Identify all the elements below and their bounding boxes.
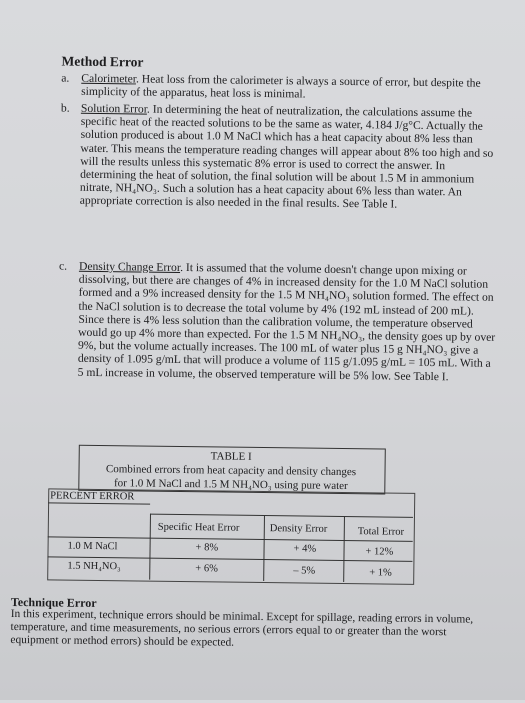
table-cell: + 8% (195, 542, 219, 554)
item-body: . It is assumed that the volume doesn't change upon mixing or dissolving, but there are changes of 4% in increased density for the 1.0 M NaCl solution formed and a 9% increased density for the 1.5 M NH₄NO₃ solution formed. The effect on the NaCl solution is to decrease the total volume by 4% (192 mL instead of 200 mL). Since there is 4% less solution than the calibration volume, the temperature observed would go up 4% more than expected. For the 1.5 M NH₄NO₃, the density goes up by over 9%, but the volume actually increases. The 100 mL of water plus 15 g NH₄NO₃ give a density of 1.095 g/mL that will produce a volume of 115 g/1.095 g/mL = 105 mL. With a 5 mL increase in volume, the observed temperature will be 5% low. See Table I. (77, 260, 496, 383)
item-text (81, 72, 501, 104)
table-caption-line2: for 1.0 M NaCl and 1.5 M NH₄NO₃ using pure water (113, 477, 348, 493)
item-label: c. (58, 259, 68, 273)
item-label: a. (61, 71, 70, 85)
section-heading-technique-error: Technique Error (10, 594, 97, 610)
table-row-name: 1.5 NH₄NO₃ (67, 560, 121, 573)
table-section-label: PERCENT ERROR (50, 490, 135, 503)
table-cell: – 5% (293, 565, 316, 577)
technique-paragraph: In this experiment, technique errors should be minimal. Except for spillage, reading errors in volume, temperature, and time measurements, no serious errors (errors equal to or greater than the worst equipment or method errors) should be expected. (10, 607, 474, 649)
table-header-density: Density Error (269, 523, 328, 535)
table-cell: + 6% (195, 563, 218, 575)
table-i (47, 444, 414, 582)
table-caption-line1: Combined errors from heat capacity and density changes (105, 463, 357, 479)
item-title: Solution Error (80, 101, 148, 116)
table-title: TABLE I (210, 450, 252, 463)
table-cell: + 1% (369, 567, 392, 579)
table-row-name: 1.0 M NaCl (67, 540, 118, 553)
item-label: b. (60, 101, 70, 115)
item-text (78, 260, 499, 384)
item-text (80, 102, 501, 213)
table-cell: + 4% (293, 543, 317, 555)
item-density-change-error (57, 260, 499, 441)
section-heading-method-error: Method Error (61, 53, 144, 70)
item-solution-error (59, 102, 501, 257)
table-header-specific-heat: Specific Heat Error (157, 521, 240, 534)
item-body: . Heat loss from the calorimeter is always a source of error, but despite the simplicity of the apparatus, heat loss is minimal. (81, 72, 481, 101)
item-body: . In determining the heat of neutralization, the calculations assume the specific heat of the reacted solutions to be the same as water, 4.184 J/g°C. Actually the solution produced is about 1.0 M NaCl which has a heat capacity about 8% less than water. This means the temperature reading changes will appear about 8% too high and so will the results unless this systematic 8% error is used to correct the answer. In determining the heat of solution, the final solution will be about 1.5 M in ammonium nitrate, NH₄NO₃. Such a solution has a heat capacity about 6% less than water. An appropriate correction is also needed in the final results. See Table I. (79, 102, 494, 212)
table-cell: + 12% (365, 546, 394, 558)
item-title: Calorimeter (81, 71, 137, 86)
item-title: Density Change Error (78, 259, 181, 274)
table-header-total: Total Error (357, 526, 405, 538)
